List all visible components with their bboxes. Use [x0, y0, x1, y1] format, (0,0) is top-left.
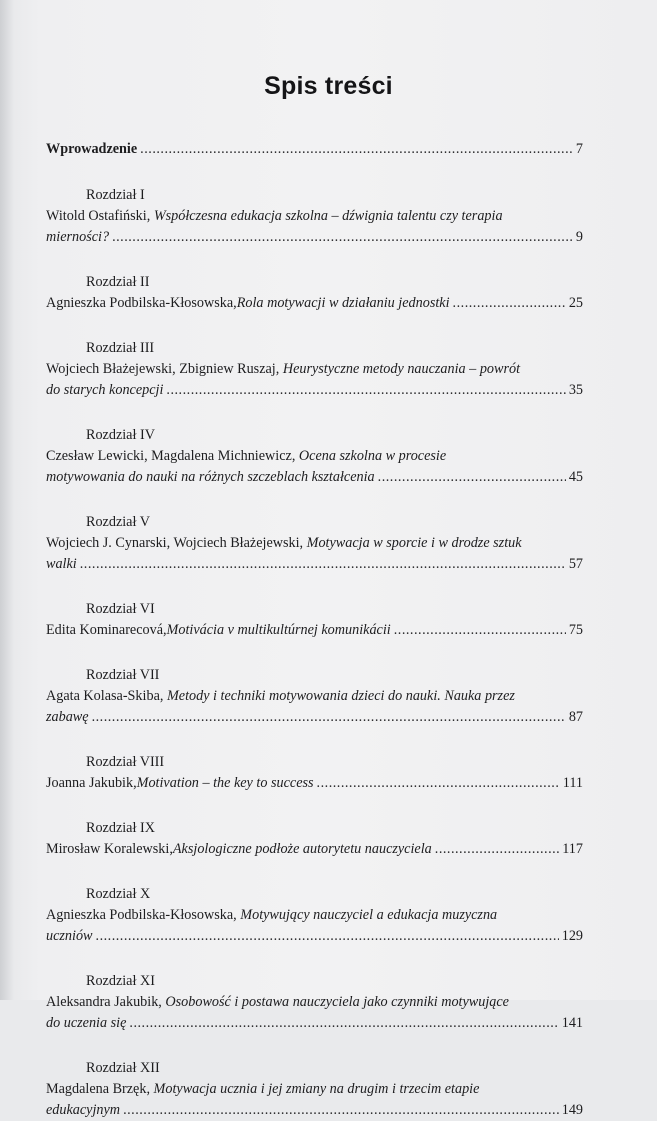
- chapter-label: Rozdział XI: [86, 973, 155, 989]
- page-number: 129: [561, 928, 583, 944]
- table-of-contents: [46, 139, 583, 1121]
- chapter-title: Motywacja w sporcie i w drodze sztuk: [306, 535, 522, 551]
- introduction-label: Wprowadzenie: [46, 141, 138, 157]
- chapter-authors: Wojciech Błażejewski, Zbigniew Ruszaj,: [46, 361, 283, 377]
- dot-leader: [92, 707, 566, 728]
- toc-line: [46, 533, 583, 554]
- dot-leader: [129, 1013, 558, 1034]
- toc-entry-chapter-8[interactable]: [46, 752, 583, 794]
- dot-leader: [112, 227, 573, 248]
- dot-leader: [96, 926, 559, 947]
- chapter-label: Rozdział VI: [86, 601, 155, 617]
- chapter-label: Rozdział III: [86, 340, 155, 356]
- page-number: 7: [575, 141, 583, 157]
- chapter-label: Rozdział V: [86, 514, 150, 530]
- chapter-label: Rozdział VII: [86, 667, 160, 683]
- chapter-title-continued: edukacyjnym: [46, 1102, 121, 1118]
- toc-line: [46, 380, 583, 401]
- page-number: 149: [561, 1102, 583, 1118]
- toc-entry-chapter-10[interactable]: [46, 884, 583, 947]
- chapter-title: Rola motywacji w działaniu jednostki: [236, 295, 450, 311]
- chapter-authors: Aleksandra Jakubik,: [46, 994, 166, 1010]
- chapter-title: Współczesna edukacja szkolna – dźwignia talentu czy terapia: [153, 208, 503, 224]
- dot-leader: [394, 620, 566, 641]
- chapter-title: Osobowość i postawa nauczyciela jako czynniki motywujące: [165, 994, 509, 1010]
- chapter-authors: Joanna Jakubik,: [46, 775, 137, 791]
- toc-line: [46, 139, 583, 160]
- chapter-label: Rozdział VIII: [86, 754, 165, 770]
- toc-line: [46, 293, 583, 314]
- chapter-authors: Witold Ostafiński,: [46, 208, 154, 224]
- chapter-title-continued: mierności?: [46, 229, 110, 245]
- chapter-title: Ocena szkolna w procesie: [298, 448, 447, 464]
- chapter-title-continued: zabawę: [46, 709, 89, 725]
- dot-leader: [140, 139, 573, 160]
- page-number: 75: [568, 622, 583, 638]
- toc-line: [46, 1013, 583, 1034]
- toc-entry-chapter-5[interactable]: [46, 512, 583, 575]
- toc-line: [46, 446, 583, 467]
- toc-entry-chapter-2[interactable]: [46, 272, 583, 314]
- chapter-authors: Magdalena Brzęk,: [46, 1081, 154, 1097]
- dot-leader: [453, 293, 566, 314]
- dot-leader: [435, 839, 559, 860]
- toc-entry-chapter-12[interactable]: [46, 1058, 583, 1121]
- toc-line: [46, 926, 583, 947]
- chapter-label: Rozdział XII: [86, 1060, 160, 1076]
- toc-line: [46, 206, 583, 227]
- toc-entry-chapter-1[interactable]: [46, 185, 583, 248]
- toc-entry-chapter-11[interactable]: [46, 971, 583, 1034]
- chapter-label: Rozdział IV: [86, 427, 155, 443]
- page-number: 117: [562, 841, 583, 857]
- chapter-label: Rozdział I: [86, 187, 145, 203]
- chapter-authors: Czesław Lewicki, Magdalena Michniewicz,: [46, 448, 299, 464]
- chapter-title: Heurystyczne metody nauczania – powrót: [282, 361, 521, 377]
- toc-entry-chapter-9[interactable]: [46, 818, 583, 860]
- chapter-title: Aksjologiczne podłoże autorytetu nauczyciela: [172, 841, 432, 857]
- page-title: Spis treści: [264, 72, 393, 100]
- toc-line: [46, 1079, 583, 1100]
- dot-leader: [378, 467, 566, 488]
- chapter-authors: Agnieszka Podbilska-Kłosowska,: [46, 907, 241, 923]
- page-number: 45: [568, 469, 583, 485]
- page-number: 111: [562, 775, 583, 791]
- chapter-authors: Agnieszka Podbilska-Kłosowska,: [46, 295, 237, 311]
- chapter-title: Motywacja ucznia i jej zmiany na drugim i trzecim etapie: [153, 1081, 480, 1097]
- chapter-title: Motivácia v multikultúrnej komunikácii: [166, 622, 391, 638]
- toc-line: [46, 554, 583, 575]
- page-number: 25: [568, 295, 583, 311]
- toc-line: [46, 1100, 583, 1121]
- chapter-authors: Edita Kominarecová,: [46, 622, 167, 638]
- toc-entry-chapter-3[interactable]: [46, 338, 583, 401]
- chapter-authors: Agata Kolasa-Skiba,: [46, 688, 167, 704]
- binding-shadow: [0, 0, 14, 1000]
- page-number: 35: [568, 382, 583, 398]
- toc-entry-chapter-6[interactable]: [46, 599, 583, 641]
- toc-line: [46, 839, 583, 860]
- chapter-authors: Wojciech J. Cynarski, Wojciech Błażejewski,: [46, 535, 307, 551]
- chapter-authors: Mirosław Koralewski,: [46, 841, 173, 857]
- chapter-label: Rozdział II: [86, 274, 150, 290]
- chapter-title: Motivation – the key to success: [136, 775, 314, 791]
- dot-leader: [123, 1100, 559, 1121]
- toc-entry-introduction[interactable]: [46, 139, 583, 160]
- chapter-title-continued: do starych koncepcji: [46, 382, 164, 398]
- toc-line: [46, 686, 583, 707]
- toc-line: [46, 905, 583, 926]
- toc-line: [46, 227, 583, 248]
- toc-entry-chapter-7[interactable]: [46, 665, 583, 728]
- toc-line: [46, 992, 583, 1013]
- chapter-title-continued: uczniów: [46, 928, 93, 944]
- dot-leader: [80, 554, 566, 575]
- toc-line: [46, 773, 583, 794]
- page-number: 141: [561, 1015, 583, 1031]
- page-number: 87: [568, 709, 583, 725]
- page-number: 57: [568, 556, 583, 572]
- toc-line: [46, 359, 583, 380]
- toc-line: [46, 467, 583, 488]
- toc-entry-chapter-4[interactable]: [46, 425, 583, 488]
- dot-leader: [166, 380, 565, 401]
- chapter-label: Rozdział X: [86, 886, 151, 902]
- chapter-title-continued: do uczenia się: [46, 1015, 127, 1031]
- page-number: 9: [575, 229, 583, 245]
- chapter-title-continued: walki: [46, 556, 77, 572]
- chapter-title: Motywujący nauczyciel a edukacja muzyczna: [240, 907, 498, 923]
- toc-line: [46, 707, 583, 728]
- chapter-title-continued: motywowania do nauki na różnych szczeblach kształcenia: [46, 469, 375, 485]
- chapter-title: Metody i techniki motywowania dzieci do nauki. Nauka przez: [166, 688, 515, 704]
- chapter-label: Rozdział IX: [86, 820, 155, 836]
- dot-leader: [317, 773, 560, 794]
- toc-line: [46, 620, 583, 641]
